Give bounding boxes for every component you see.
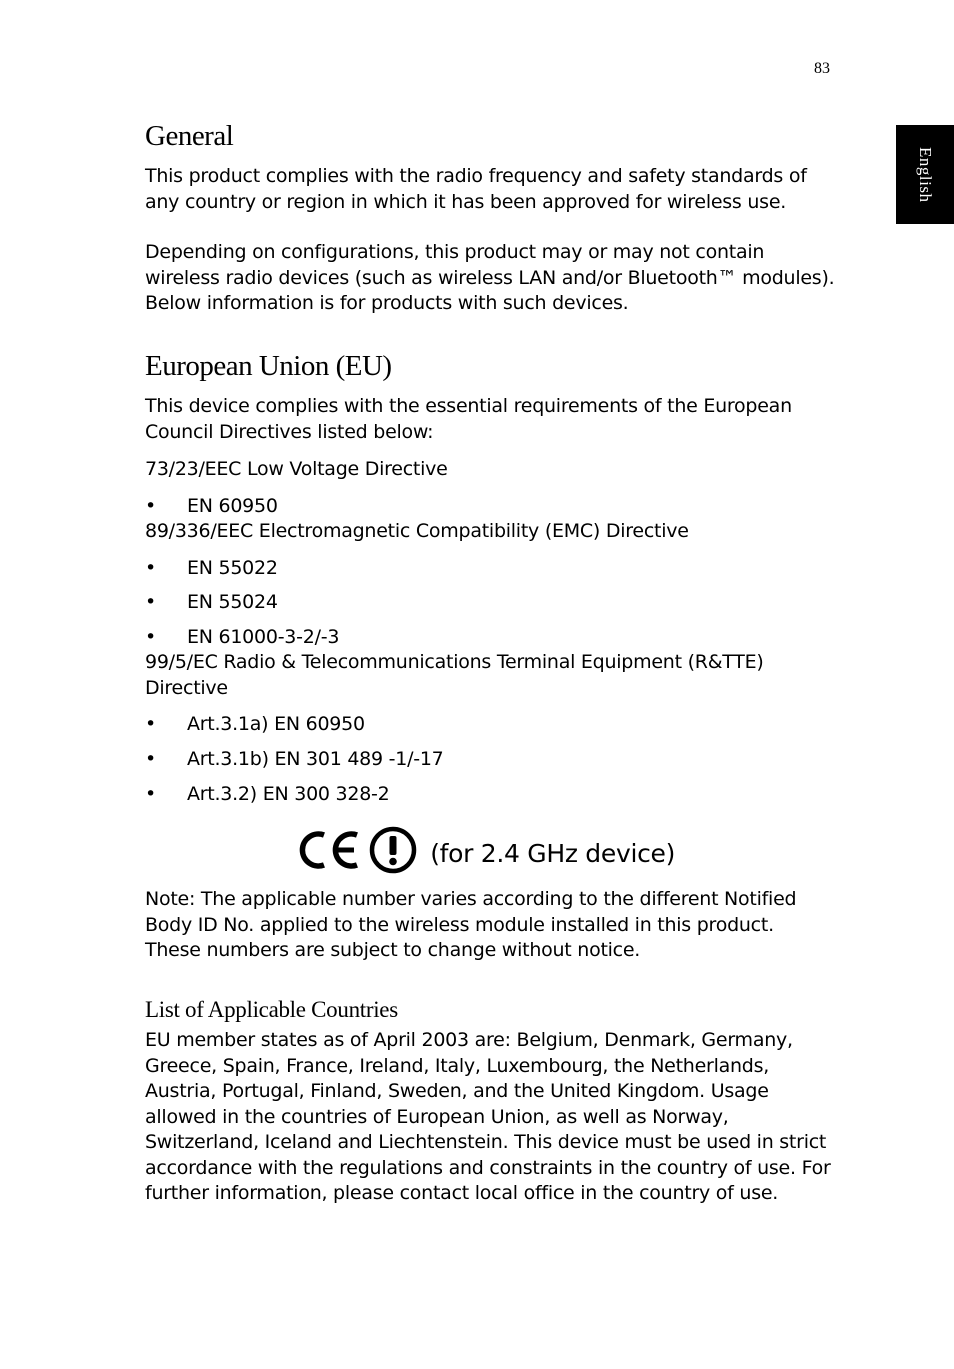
- compliance-marks: [296, 824, 675, 876]
- general-paragraph-2: Depending on configurations, this product may or may not contain wireless radio devices (such as wireless LAN and/or Bluetooth™ modules). Below information is for products with such devices.: [145, 241, 835, 314]
- list-item: • Art.3.1a) EN 60950: [145, 713, 365, 735]
- countries-heading: List of Applicable Countries: [145, 997, 398, 1022]
- eu-intro: This device complies with the essential requirements of the European Council Directives listed below:: [145, 395, 792, 443]
- list-item: • Art.3.1b) EN 301 489 -1/-17: [145, 748, 444, 770]
- directive-rtte: 99/5/EC Radio & Telecommunications Terminal Equipment (R&TTE) Directive: [145, 651, 764, 699]
- list-item: • EN 60950: [145, 495, 278, 517]
- language-tab-label: English: [916, 146, 935, 203]
- list-item: • Art.3.2) EN 300 328-2: [145, 783, 390, 805]
- note-text: : The applicable number varies according to the different Notified Body ID No. applied to the wireless module installed in this product. These numbers are subject to change without notice.: [145, 888, 797, 961]
- language-tab: [896, 125, 954, 224]
- note-paragraph: [145, 887, 835, 964]
- list-item: • EN 61000-3-2/-3: [145, 626, 340, 648]
- directive-low-voltage: 73/23/EEC Low Voltage Directive: [145, 458, 448, 480]
- general-paragraph-1: This product complies with the radio frequency and safety standards of any country or region in which it has been approved for wireless use.: [145, 165, 807, 213]
- note-label: Note: [145, 888, 189, 910]
- general-heading: General: [145, 120, 234, 152]
- mark-caption: (for 2.4 GHz device): [430, 838, 676, 868]
- countries-paragraph: EU member states as of April 2003 are: Belgium, Denmark, Germany, Greece, Spain, France, Ireland, Italy, Luxembourg, the Netherlands, Austria, Portugal, Finland, Sweden, and the United Kingdom. Usage allowed in the countries of European Union, as well as Norway, Switzerland, Iceland and Liechtenstein. This device must be used in strict accordance with the regulations and constraints in the country of use. For further information, please contact local office in the country of use.: [145, 1029, 831, 1204]
- page-number: 83: [814, 60, 830, 77]
- list-item: • EN 55024: [145, 591, 278, 613]
- alert-circle-icon: [367, 824, 419, 876]
- eu-heading: European Union (EU): [145, 350, 392, 382]
- directive-emc: 89/336/EEC Electromagnetic Compatibility (EMC) Directive: [145, 520, 689, 542]
- list-item: • EN 55022: [145, 557, 278, 579]
- ce-mark-icon: [296, 826, 362, 874]
